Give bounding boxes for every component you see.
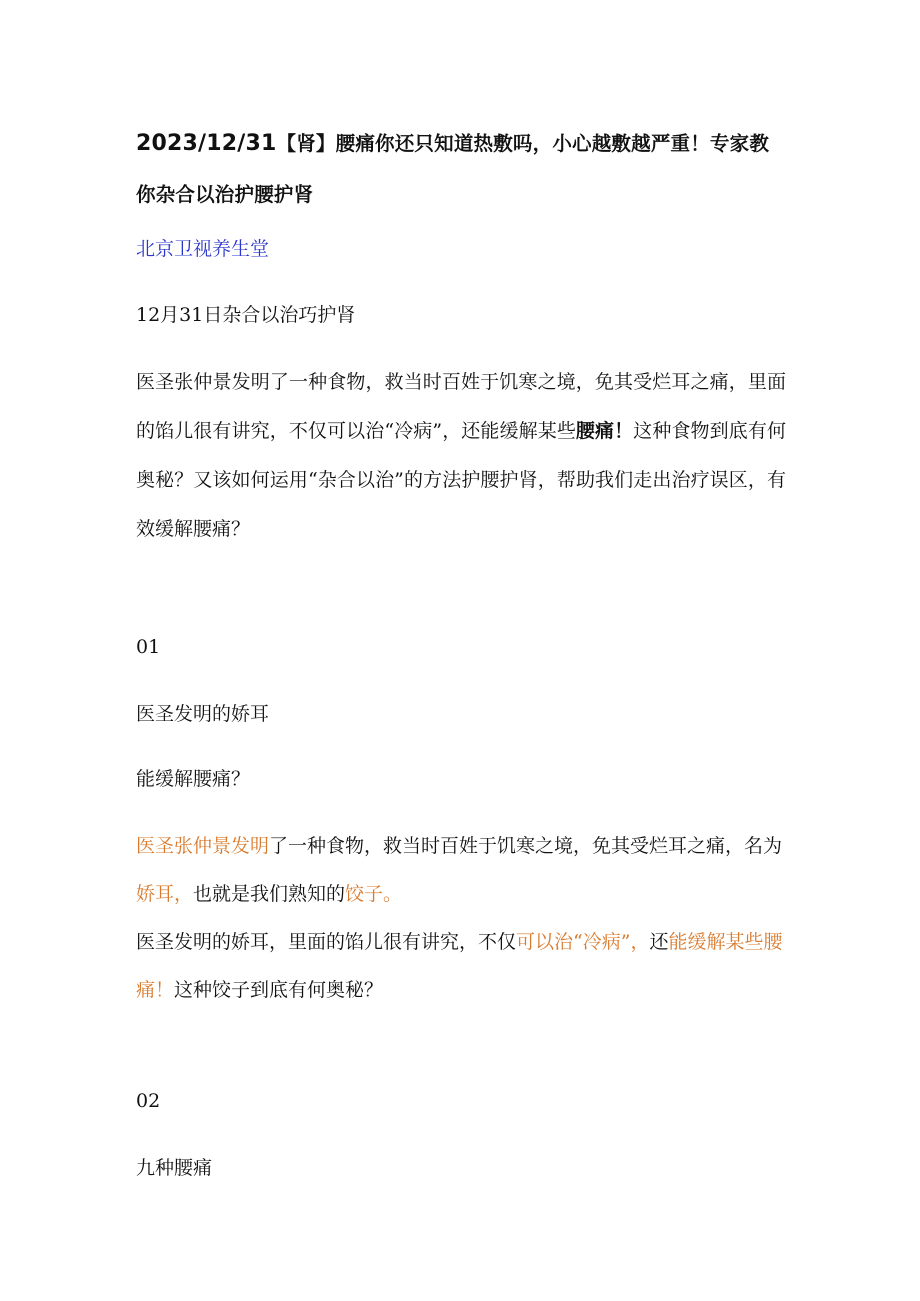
author-link[interactable]: 北京卫视养生堂	[136, 238, 270, 260]
section-2-number: 02	[136, 1090, 161, 1112]
body-text: 也就是我们熟知的	[193, 883, 346, 905]
section-1-paragraph-2	[136, 918, 786, 1014]
intro-paragraph	[136, 358, 786, 554]
section-1-body	[136, 822, 786, 1014]
title-text: 【肾】腰痛你还只知道热敷吗，小心越敷越严重！专家教你杂合以治护腰护肾	[136, 132, 770, 206]
section-1-paragraph-1	[136, 822, 786, 918]
title-date: 2023/12/31	[136, 131, 277, 156]
intro-text-2: 这种食物到底有何奥秘？又该如何运用“杂合以治”的方法护腰护肾，帮助我们走出治疗误区，有效缓解腰痛？	[136, 420, 786, 540]
intro-text-1: 医圣张仲景发明了一种食物，救当时百姓于饥寒之境，免其受烂耳之痛，里面的馅儿很有讲究，不仅可以治“冷病”，还能缓解某些	[136, 371, 786, 442]
body-text: 医圣发明的娇耳，里面的馅儿很有讲究，不仅	[136, 931, 517, 953]
section-2-heading: 九种腰痛	[136, 1157, 213, 1179]
intro-bold-text: 腰痛！	[575, 420, 634, 442]
article-title	[136, 118, 786, 220]
highlight-text: 能缓解某些腰痛！	[136, 931, 783, 1001]
section-1-heading-line-2: 能缓解腰痛？	[136, 768, 251, 790]
body-text: 这种饺子到底有何奥秘？	[174, 979, 384, 1001]
highlight-text: 饺子。	[345, 883, 403, 905]
article-subtitle: 12月31日杂合以治巧护肾	[136, 304, 356, 326]
highlight-text: 可以治“冷病”，	[516, 931, 650, 953]
section-1-number: 01	[136, 636, 161, 658]
highlight-text: 娇耳，	[136, 883, 194, 905]
body-text: 了一种食物，救当时百姓于饥寒之境，免其受烂耳之痛，名为	[269, 835, 783, 857]
highlight-text: 医圣张仲景发明	[136, 835, 270, 857]
body-text: 还	[649, 931, 669, 953]
section-1-heading-line-1: 医圣发明的娇耳	[136, 703, 270, 725]
